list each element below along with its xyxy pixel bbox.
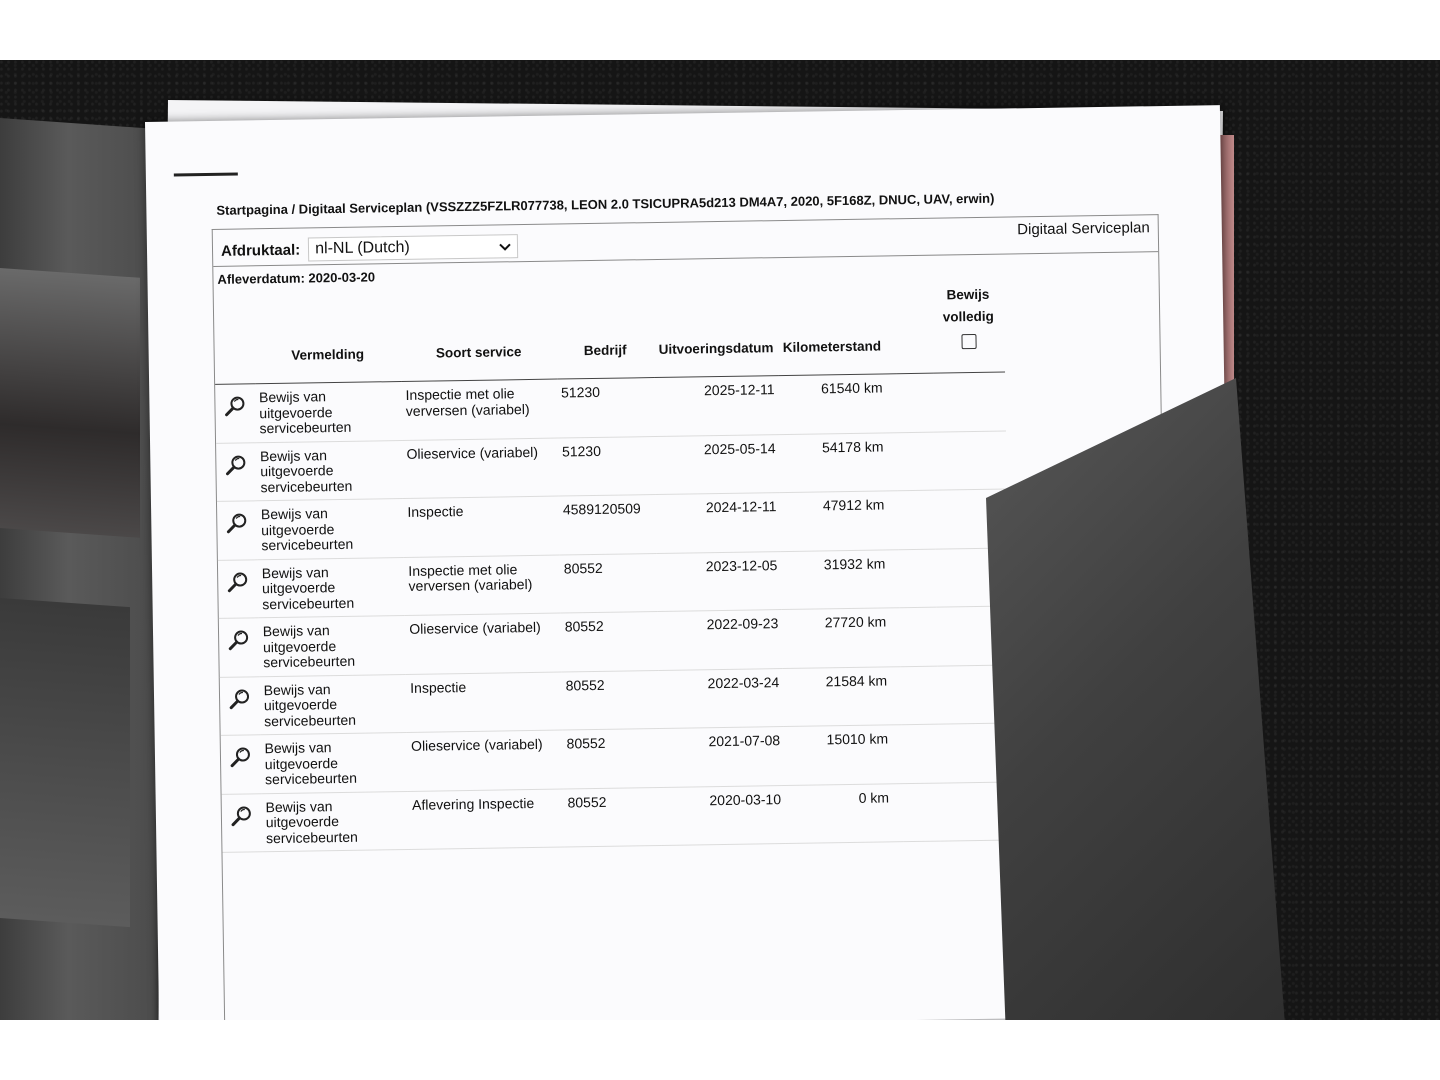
row-entry[interactable]: Bewijs van uitgevoerde servicebeurten	[259, 615, 406, 676]
row-entry[interactable]: Bewijs van uitgevoerde servicebeurten	[261, 791, 408, 852]
magnifier-icon[interactable]	[217, 501, 258, 560]
magnifier-icon[interactable]	[221, 735, 262, 794]
booklet-lower-panel	[0, 598, 130, 927]
row-date: 2022-09-23	[658, 610, 783, 670]
service-booklet	[0, 118, 170, 1020]
page-mark	[174, 173, 238, 177]
row-date: 2025-12-11	[654, 376, 779, 436]
row-spacer	[901, 666, 939, 725]
magnifier-icon[interactable]	[216, 442, 257, 501]
header-proof-line2: volledig	[942, 308, 994, 325]
row-date: 2021-07-08	[660, 727, 785, 787]
row-company: 80552	[563, 787, 662, 847]
magnifier-icon[interactable]	[215, 384, 256, 443]
row-entry[interactable]: Bewijs van uitgevoerde servicebeurten	[258, 557, 405, 618]
row-date: 2022-03-24	[659, 668, 784, 728]
row-service-type: Olieservice (variabel)	[402, 438, 558, 499]
row-proof-cell	[933, 372, 1006, 432]
magnifier-icon[interactable]	[219, 618, 260, 677]
row-service-type: Inspectie	[403, 496, 559, 557]
header-date: Uitvoeringsdatum	[653, 281, 778, 377]
row-service-type: Inspectie	[406, 672, 562, 733]
row-proof-cell	[934, 431, 1007, 491]
row-entry[interactable]: Bewijs van uitgevoerde servicebeurten	[259, 674, 406, 735]
header-proof	[932, 278, 1005, 374]
row-company: 4589120509	[559, 495, 658, 555]
row-spacer	[900, 607, 938, 666]
header-service-type: Soort service	[400, 285, 557, 382]
chevron-down-icon	[499, 239, 511, 254]
row-company: 51230	[557, 378, 656, 438]
row-date: 2025-05-14	[655, 434, 780, 494]
row-entry[interactable]: Bewijs van uitgevoerde servicebeurten	[260, 732, 407, 793]
breadcrumb[interactable]: Startpagina / Digitaal Serviceplan (VSSZZZ5FZLR077738, LEON 2.0 TSICUPRA5d213 DM4A7, 2020, 5F168Z, DNUC, UAV, erwin)	[216, 190, 995, 218]
row-mileage: 15010 km	[784, 725, 903, 785]
header-company: Bedrijf	[555, 283, 654, 379]
booklet-cover-image	[0, 268, 140, 538]
header-spacer	[895, 279, 934, 374]
row-company: 80552	[562, 728, 661, 788]
row-mileage: 27720 km	[782, 608, 901, 668]
page-title: Digitaal Serviceplan	[1017, 219, 1150, 239]
row-spacer	[896, 373, 934, 432]
row-spacer	[898, 490, 936, 549]
magnifier-icon[interactable]	[220, 676, 261, 735]
row-service-type: Inspectie met olie verversen (variabel)	[401, 379, 557, 440]
row-company: 51230	[558, 436, 657, 496]
table-header-row	[214, 278, 1005, 385]
row-entry[interactable]: Bewijs van uitgevoerde servicebeurten	[257, 498, 404, 559]
row-mileage: 61540 km	[778, 374, 897, 434]
row-mileage: 31932 km	[781, 549, 900, 609]
table-row	[222, 781, 1013, 852]
row-company: 80552	[561, 670, 660, 730]
row-spacer	[897, 432, 935, 491]
row-service-type: Inspectie met olie verversen (variabel)	[404, 555, 560, 616]
row-spacer	[902, 724, 940, 783]
row-date: 2023-12-05	[657, 551, 782, 611]
delivery-date: Afleverdatum: 2020-03-20	[217, 269, 376, 287]
proof-complete-checkbox[interactable]	[961, 334, 976, 349]
magnifier-icon[interactable]	[218, 559, 259, 618]
service-history-table	[214, 278, 1013, 853]
row-date: 2024-12-11	[656, 493, 781, 553]
row-mileage: 21584 km	[783, 666, 902, 726]
row-service-type: Aflevering Inspectie	[408, 789, 564, 850]
header-mileage: Kilometerstand	[777, 279, 896, 375]
row-company: 80552	[561, 612, 660, 672]
row-entry[interactable]: Bewijs van uitgevoerde servicebeurten	[255, 382, 402, 443]
row-spacer	[903, 783, 941, 842]
row-service-type: Olieservice (variabel)	[407, 730, 563, 791]
header-entry: Vermelding	[253, 287, 401, 384]
row-date: 2020-03-10	[661, 785, 786, 845]
header-icon-column	[214, 289, 255, 384]
row-mileage: 47912 km	[780, 491, 899, 551]
photo-scene	[0, 60, 1440, 1020]
row-service-type: Olieservice (variabel)	[405, 613, 561, 674]
row-spacer	[899, 549, 937, 608]
print-language-row	[221, 231, 519, 266]
print-language-value: nl-NL (Dutch)	[315, 238, 410, 258]
print-language-select[interactable]	[308, 234, 518, 261]
row-mileage: 0 km	[785, 783, 904, 843]
row-mileage: 54178 km	[779, 432, 898, 492]
print-language-label: Afdruktaal:	[220, 241, 301, 260]
header-proof-line1: Bewijs	[946, 286, 990, 303]
row-entry[interactable]: Bewijs van uitgevoerde servicebeurten	[256, 440, 403, 501]
magnifier-icon[interactable]	[222, 793, 263, 852]
row-company: 80552	[560, 553, 659, 613]
